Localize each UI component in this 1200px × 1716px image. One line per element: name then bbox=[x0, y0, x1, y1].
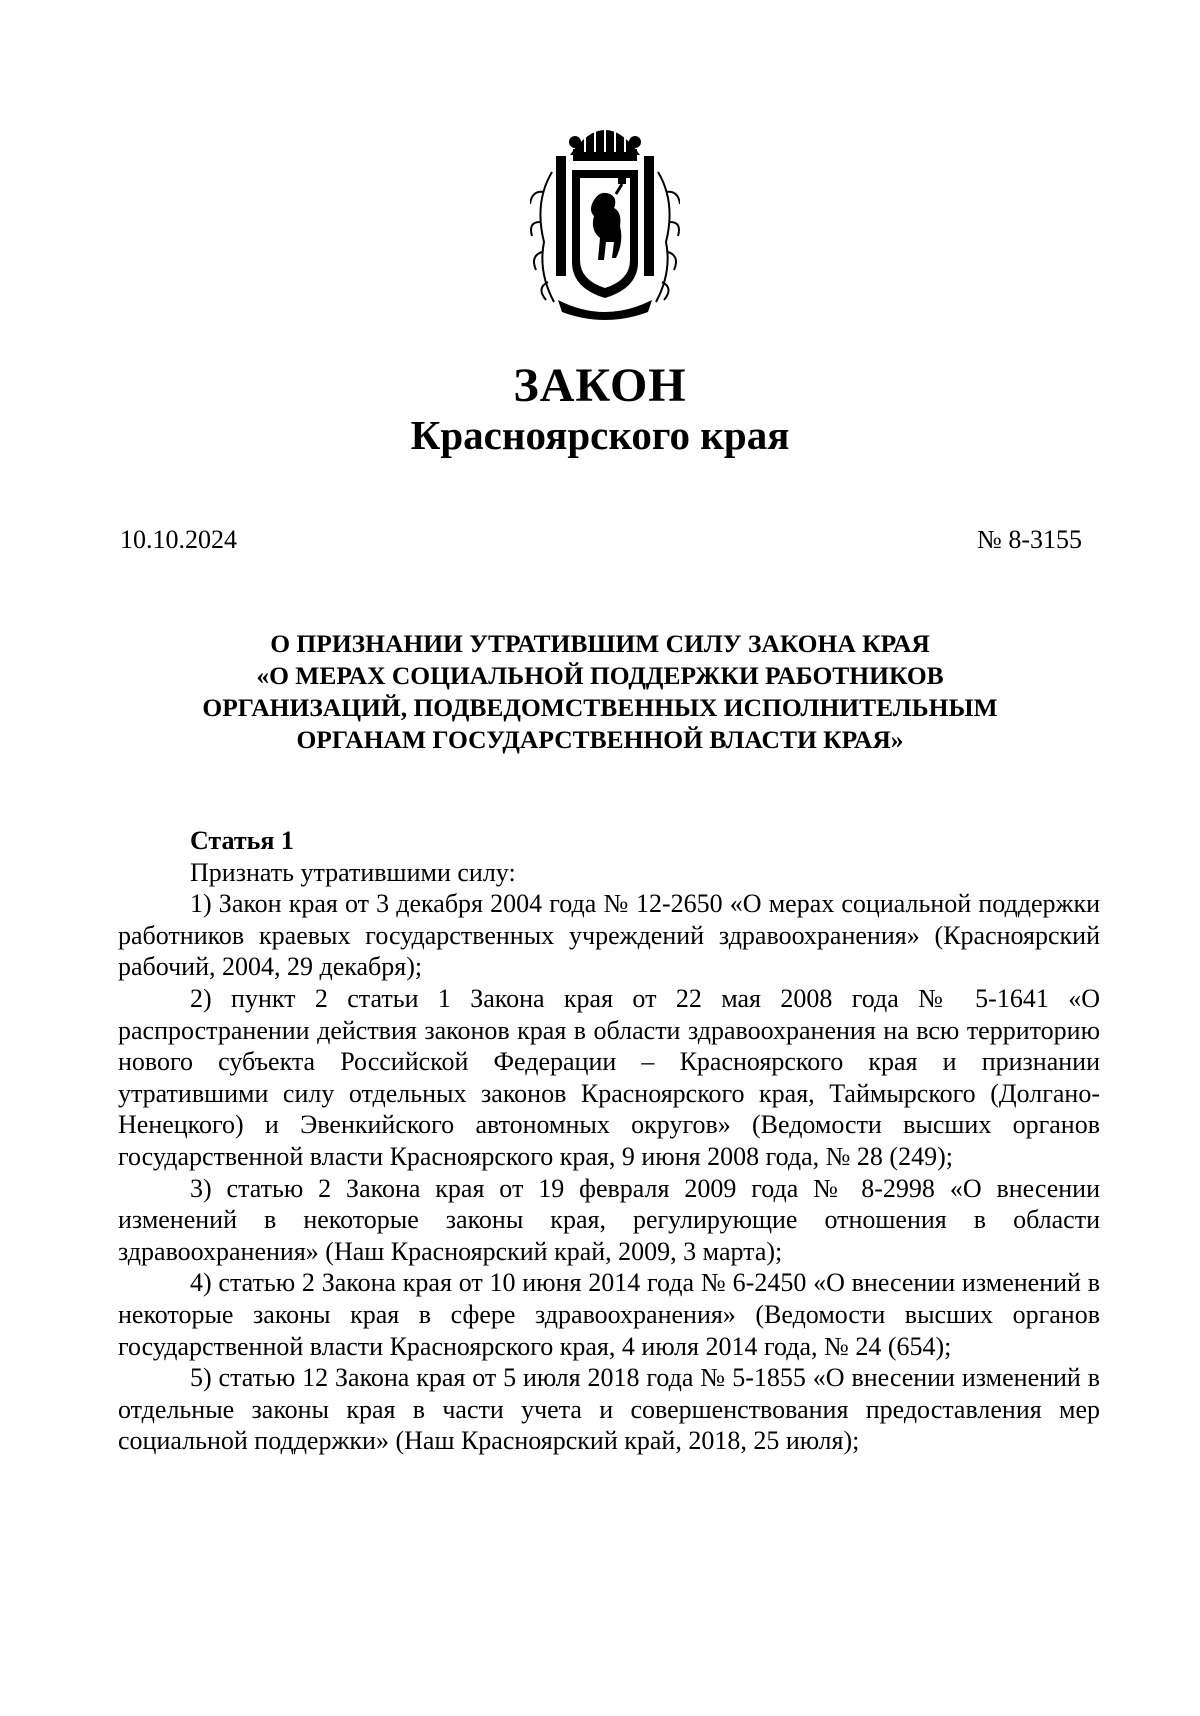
heading-line: ОРГАНАМ ГОСУДАРСТВЕННОЙ ВЛАСТИ КРАЯ» bbox=[296, 725, 904, 754]
law-number: № 8-3155 bbox=[977, 525, 1082, 554]
list-item: 2) пункт 2 статьи 1 Закона края от 22 мая 2008 года № 5-1641 «О распространении действия законов края в области здравоохранения на всю территорию нового субъекта Российской Федерации – Красноярского края и признании утратившими силу отдельных законов Красноярского края, Таймырского (Долгано-Ненецкого) и Эвенкийского автономных округов» (Ведомости высших органов государственной власти Красноярского края, 9 июня 2008 года, № 28 (249); bbox=[118, 983, 1100, 1171]
law-date: 10.10.2024 bbox=[120, 525, 237, 554]
list-item: 4) статью 2 Закона края от 10 июня 2014 года № 6-2450 «О внесении изменений в некоторые законы края в сфере здравоохранения» (Ведомости высших органов государственной власти Красноярского края, 4 июля 2014 года, № 24 (654); bbox=[118, 1268, 1100, 1361]
law-body bbox=[118, 825, 1100, 1457]
article-title: Статья 1 bbox=[190, 826, 294, 855]
list-item: 3) статью 2 Закона края от 19 февраля 2009 года № 8-2998 «О внесении изменений в некоторые законы края, регулирующие отношения в области здравоохранения» (Наш Красноярский край, 2009, 3 марта); bbox=[118, 1173, 1100, 1266]
list-item: 5) статью 12 Закона края от 5 июля 2018 года № 5-1855 «О внесении изменений в отдельные законы края в части учета и совершенствования предоставления мер социальной поддержки» (Наш Красноярский край, 2018, 25 июля); bbox=[118, 1363, 1100, 1456]
heading-line: О ПРИЗНАНИИ УТРАТИВШИМ СИЛУ ЗАКОНА КРАЯ bbox=[270, 629, 930, 658]
law-title: ЗАКОН bbox=[513, 359, 687, 412]
list-item: 1) Закон края от 3 декабря 2004 года № 12-2650 «О мерах социальной поддержки работников краевых государственных учреждений здравоохранения» (Красноярский рабочий, 2004, 29 декабря); bbox=[118, 889, 1100, 982]
law-heading bbox=[150, 628, 1050, 756]
article-intro: Признать утратившими силу: bbox=[190, 857, 516, 887]
coat-of-arms-icon bbox=[530, 112, 680, 324]
heading-line: «О МЕРАХ СОЦИАЛЬНОЙ ПОДДЕРЖКИ РАБОТНИКОВ bbox=[256, 661, 944, 690]
heading-line: ОРГАНИЗАЦИЙ, ПОДВЕДОМСТВЕННЫХ ИСПОЛНИТЕЛЬНЫМ bbox=[202, 693, 998, 722]
law-subtitle: Красноярского края bbox=[410, 412, 790, 458]
